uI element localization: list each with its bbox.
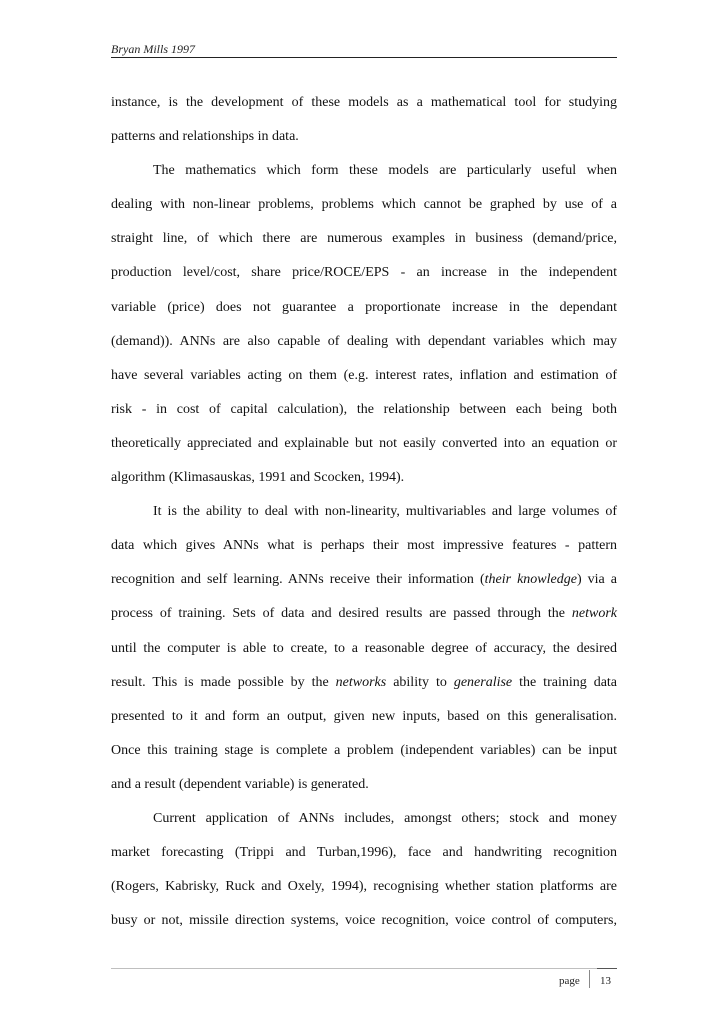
running-header [111, 40, 617, 58]
header-author-year: Bryan Mills 1997 [111, 42, 195, 56]
text-line: production level/cost, share price/ROCE/EPS - an increase in the independent [111, 265, 617, 281]
text-run: the training data [512, 674, 618, 690]
text-line [111, 666, 617, 700]
footer-page-label: page [559, 975, 580, 987]
text-line: patterns and relationships in data. [111, 129, 299, 145]
text-line: instance, is the development of these models as a mathematical tool for studying [111, 95, 617, 110]
text-line: and a result (dependent variable) is generated. [111, 776, 369, 792]
text-run: ability to [386, 674, 454, 690]
italic-text: networks [335, 674, 387, 690]
paragraph-2 [111, 154, 617, 495]
paragraph-3 [111, 495, 617, 802]
text-run: process of training. Sets of data and desired results are passed through the [111, 606, 572, 622]
italic-text: their knowledge [484, 572, 577, 588]
text-run: recognition and self learning. ANNs receive their information ( [111, 572, 485, 588]
text-line: Current application of ANNs includes, amongst others; stock and money [153, 810, 617, 826]
text-line: until the computer is able to create, to a reasonable degree of accuracy, the desired [111, 640, 617, 656]
footer-rule-accent [597, 968, 617, 969]
text-run: ) via a [576, 572, 618, 588]
text-line: (Rogers, Kabrisky, Ruck and Oxely, 1994), recognising whether station platforms are [111, 879, 617, 895]
footer-page-number: 13 [600, 975, 611, 987]
text-line: It is the ability to deal with non-linearity, multivariables and large volumes of [153, 504, 617, 520]
text-line: data which gives ANNs what is perhaps their most impressive features - pattern [111, 538, 617, 554]
text-line: risk - in cost of capital calculation), the relationship between each being both [111, 401, 617, 417]
text-line: dealing with non-linear problems, problems which cannot be graphed by use of a [111, 197, 617, 213]
text-line: presented to it and form an output, given new inputs, based on this generalisation. [111, 708, 617, 724]
italic-text: generalise [453, 674, 513, 690]
text-line: busy or not, missile direction systems, voice recognition, voice control of computers, [111, 913, 617, 929]
footer-divider [589, 970, 590, 988]
italic-text: network [571, 606, 617, 622]
body-text [111, 86, 617, 938]
text-line: straight line, of which there are numerous examples in business (demand/price, [111, 231, 617, 247]
paragraph-4 [111, 802, 617, 938]
text-line: algorithm (Klimasauskas, 1991 and Scocken, 1994). [111, 470, 405, 486]
text-line: have several variables acting on them (e.g. interest rates, inflation and estimation of [111, 367, 617, 383]
text-line [111, 563, 617, 597]
text-line: variable (price) does not guarantee a proportionate increase in the dependant [111, 299, 617, 315]
text-line [111, 597, 617, 631]
text-line: Once this training stage is complete a problem (independent variables) can be input [111, 742, 617, 758]
text-line: market forecasting (Trippi and Turban,1996), face and handwriting recognition [111, 845, 617, 861]
paragraph-1 [111, 86, 617, 154]
text-run: result. This is made possible by the [111, 674, 336, 690]
footer-rule [111, 968, 617, 969]
text-line: (demand)). ANNs are also capable of dealing with dependant variables which may [111, 333, 617, 349]
text-line: The mathematics which form these models are particularly useful when [153, 163, 617, 179]
text-line: theoretically appreciated and explainable but not easily converted into an equation or [111, 435, 617, 451]
